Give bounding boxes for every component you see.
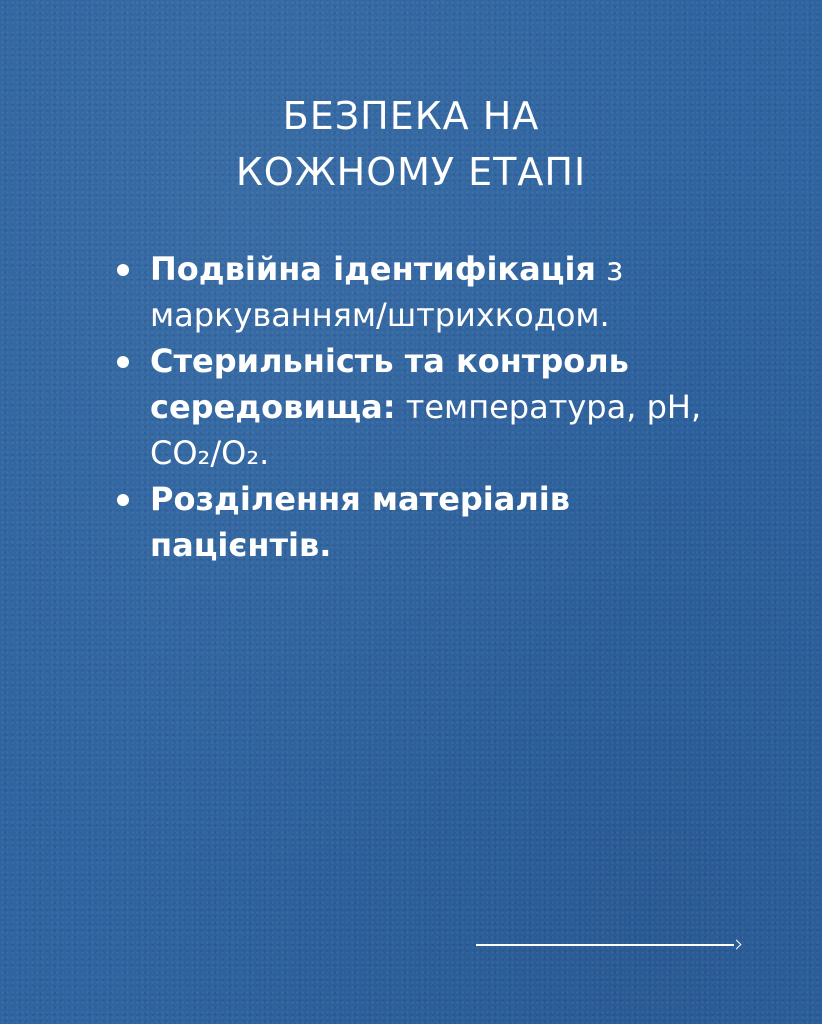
bullet-list: [117, 246, 717, 568]
bullet-regular-text: з маркуванням/штрихкодом.: [150, 250, 624, 334]
list-item: [117, 476, 717, 568]
bullet-dot-icon: [117, 494, 129, 506]
bullet-bold-text: Подвійна ідентифікація: [150, 250, 596, 288]
title-line-1: БЕЗПЕКА НА: [282, 94, 540, 138]
arrow-head: [732, 940, 742, 950]
bullet-dot-icon: [117, 356, 129, 368]
title-line-2: КОЖНОМУ ЕТАПІ: [235, 150, 587, 194]
arrow-line: [476, 944, 734, 946]
slide-title: [0, 88, 822, 200]
bullet-regular-text: температура, pH, CO₂/O₂.: [150, 388, 702, 472]
list-item: [117, 246, 717, 338]
bullet-bold-text: Розділення матеріалів пацієнтів.: [150, 480, 571, 564]
bullet-dot-icon: [117, 264, 129, 276]
list-item: [117, 338, 717, 476]
arrow-right-icon[interactable]: [476, 938, 740, 952]
bullet-bold-text: Стерильність та контроль середовища:: [150, 342, 629, 426]
